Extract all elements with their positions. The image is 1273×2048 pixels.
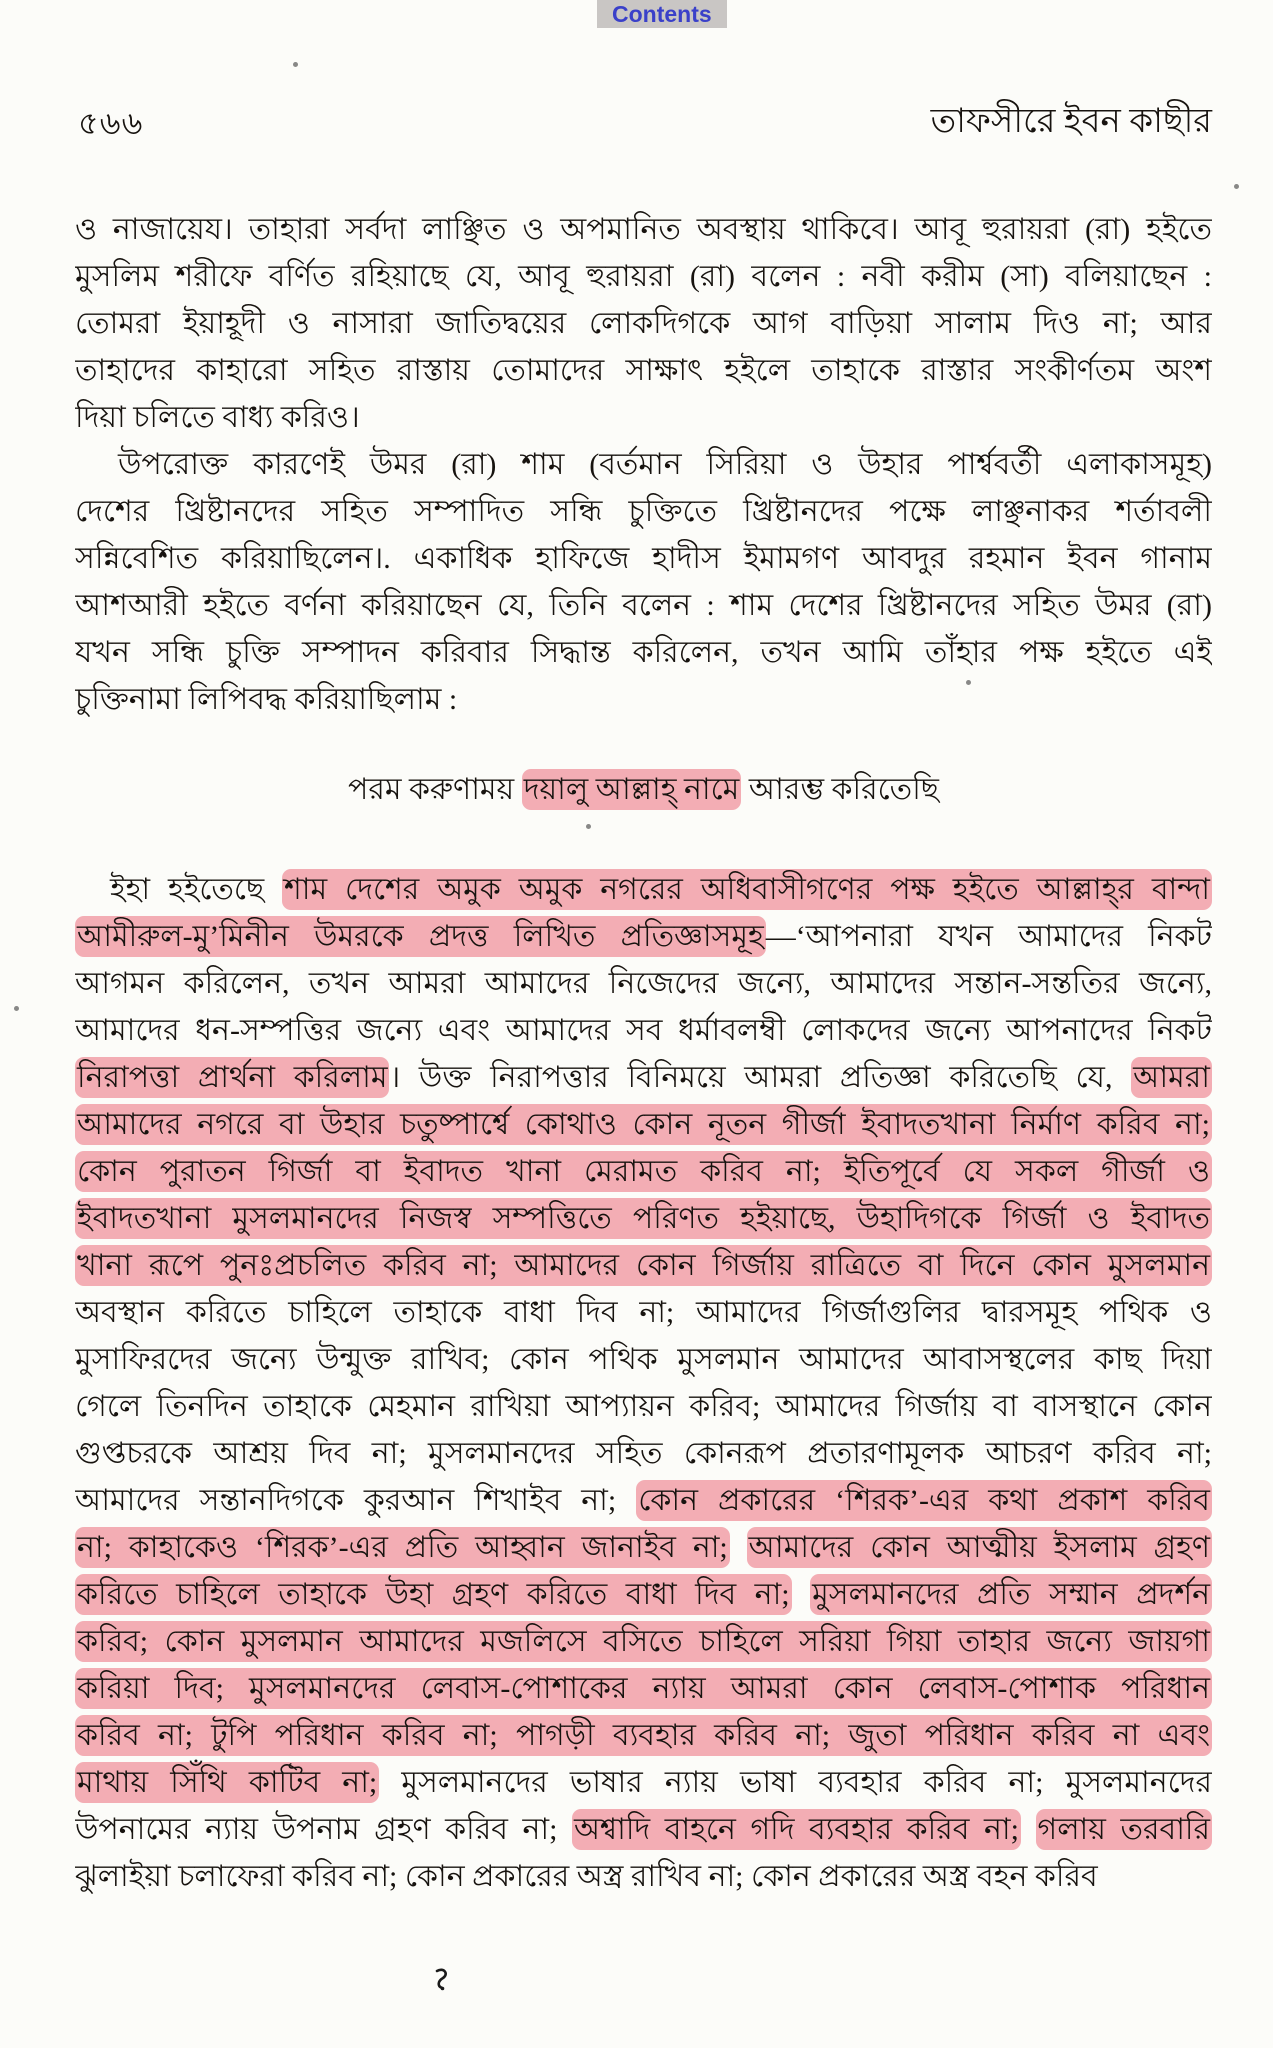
highlight-mark: কোন পুরাতন গির্জা বা ইবাদত খানা মেরামত করিব না; ইতিপূর্বে যে সকল গীর্জা ও: [75, 1151, 1212, 1192]
text-line: [75, 1289, 1212, 1336]
text-segment: ইহা হইতেছে: [110, 873, 283, 906]
highlight-mark: অশ্বাদি বাহনে গদি ব্যবহার করিব না;: [572, 1809, 1021, 1850]
text-line: [75, 629, 1212, 676]
highlight-mark: গলায় তরবারি: [1036, 1809, 1212, 1850]
text-segment: আরম্ভ করিতেছি: [741, 773, 939, 806]
text-line: [75, 1618, 1212, 1665]
contents-link[interactable]: Contents: [597, 0, 727, 28]
scan-speck: [293, 62, 298, 67]
scan-speck: [14, 1006, 19, 1011]
highlight-mark: আমীরুল-মু’মিনীন উমরকে প্রদত্ত লিখিত প্রতিজ্ঞাসমূহ: [75, 916, 766, 957]
book-title: তাফসীরে ইবন কাছীর: [930, 103, 1212, 140]
text-segment: আশআরী হইতে বর্ণনা করিয়াছেন যে, তিনি বলেন : শাম দেশের খ্রিষ্টানদের সহিত উমর (রা): [75, 589, 1212, 622]
highlight-mark: শাম দেশের অমুক অমুক নগরের অধিবাসীগণের পক্ষ হইতে আল্লাহ্‌র বান্দা: [282, 869, 1212, 910]
text-line: [75, 1007, 1212, 1054]
text-segment: ও নাজায়েয। তাহারা সর্বদা লাঞ্ছিত ও অপমানিত অবস্থায় থাকিবে। আবূ হুরায়রা (রা) হইতে: [75, 213, 1212, 246]
scan-speck: [586, 824, 591, 829]
page-number: ৫৬৬: [78, 105, 144, 141]
text-segment: আমাদের সন্তানদিগকে কুরআন শিখাইব না;: [75, 1484, 637, 1517]
text-line: [75, 1195, 1212, 1242]
text-segment: তোমরা ইয়াহূদী ও নাসারা জাতিদ্বয়ের লোকদিগকে আগ বাড়িয়া সালাম দিও না; আর: [75, 307, 1212, 340]
text-line: [75, 1571, 1212, 1618]
highlight-mark: ইবাদতখানা মুসলমানদের নিজস্ব সম্পত্তিতে পরিণত হইয়াছে, উহাদিগকে গির্জা ও ইবাদত: [75, 1198, 1212, 1239]
text-line: [75, 676, 1212, 723]
text-segment: মুসলিম শরীফে বর্ণিত রহিয়াছে যে, আবূ হুরায়রা (রা) বলেন : নবী করীম (সা) বলিয়াছেন :: [75, 260, 1212, 293]
text-segment: [730, 1531, 747, 1564]
highlight-mark: নিরাপত্তা প্রার্থনা করিলাম: [75, 1057, 389, 1098]
text-line: [75, 1242, 1212, 1289]
treaty-text-block: [75, 866, 1212, 1900]
text-segment: আমাদের ধন-সম্পত্তির জন্যে এবং আমাদের সব ধর্মাবলম্বী লোকদের জন্যে আপনাদের নিকট: [75, 1014, 1212, 1047]
text-segment: সন্নিবেশিত করিয়াছিলেন।. একাধিক হাফিজে হাদীস ইমামগণ আবদুর রহমান ইবন গানাম: [75, 542, 1212, 575]
text-segment: ঝুলাইয়া চলাফেরা করিব না; কোন প্রকারের অস্ত্র রাখিব না; কোন প্রকারের অস্ত্র বহন করিব: [75, 1860, 1098, 1893]
text-segment: মুসাফিরদের জন্যে উন্মুক্ত রাখিব; কোন পথিক মুসলমান আমাদের আবাসস্থলের কাছ দিয়া: [75, 1343, 1212, 1376]
text-segment: মুসলমানদের ভাষার ন্যায় ভাষা ব্যবহার করিব না; মুসলমানদের: [379, 1766, 1212, 1799]
ink-mark-ornament: [432, 1968, 452, 1992]
highlight-mark: মুসলমানদের প্রতি সম্মান প্রদর্শন: [810, 1574, 1212, 1615]
text-line: [75, 1383, 1212, 1430]
text-segment: পরম করুণাময়: [348, 773, 522, 806]
text-line: [75, 866, 1212, 913]
text-segment: [792, 1578, 811, 1611]
text-line: [75, 582, 1212, 629]
text-segment: গুপ্তচরকে আশ্রয় দিব না; মুসলমানদের সহিত কোনরূপ প্রতারণামূলক আচরণ করিব না;: [75, 1437, 1212, 1470]
text-line: [75, 441, 1212, 488]
highlight-mark: মাথায় সিঁথি কাটিব না;: [75, 1762, 379, 1803]
spacer: [75, 813, 1212, 866]
text-segment: —‘আপনারা যখন আমাদের নিকট: [765, 920, 1212, 953]
highlight-mark: খানা রূপে পুনঃপ্রচলিত করিব না; আমাদের কোন গির্জায় রাত্রিতে বা দিনে কোন মুসলমান: [75, 1245, 1212, 1286]
text-line: [75, 1524, 1212, 1571]
text-line: [75, 1148, 1212, 1195]
highlight-mark: কোন প্রকারের ‘শিরক’-এর কথা প্রকাশ করিব: [636, 1480, 1212, 1521]
highlight-mark: আমরা: [1131, 1057, 1212, 1098]
text-line: [75, 1477, 1212, 1524]
text-segment: যখন সন্ধি চুক্তি সম্পাদন করিবার সিদ্ধান্ত করিলেন, তখন আমি তাঁহার পক্ষ হইতে এই: [75, 636, 1212, 669]
text-line: [75, 1806, 1212, 1853]
paragraph-umar-treaty-intro: [75, 441, 1212, 723]
text-line: [75, 488, 1212, 535]
text-line: [75, 394, 1212, 441]
text-line: [75, 300, 1212, 347]
text-line: [75, 1853, 1212, 1900]
highlight-mark: করিতে চাহিলে তাহাকে উহা গ্রহণ করিতে বাধা দিব না;: [75, 1574, 792, 1615]
highlight-mark: আমাদের নগরে বা উহার চতুষ্পার্শ্বে কোথাও কোন নূতন গীর্জা ইবাদতখানা নির্মাণ করিব না;: [75, 1104, 1212, 1145]
text-segment: আগমন করিলেন, তখন আমরা আমাদের নিজেদের জন্যে, আমাদের সন্তান-সন্ততির জন্যে,: [75, 967, 1212, 1000]
text-line: [75, 347, 1212, 394]
text-segment: দিয়া চলিতে বাধ্য করিও।: [75, 401, 360, 434]
highlight-mark: আমাদের কোন আত্মীয় ইসলাম গ্রহণ: [747, 1527, 1212, 1568]
text-line: [75, 1759, 1212, 1806]
text-line: [75, 1336, 1212, 1383]
text-segment: চুক্তিনামা লিপিবদ্ধ করিয়াছিলাম :: [75, 683, 458, 716]
spacer: [75, 723, 1212, 766]
highlight-mark: করিব না; টুপি পরিধান করিব না; পাগড়ী ব্যবহার করিব না; জুতা পরিধান করিব না এবং: [75, 1715, 1212, 1756]
text-line: [75, 206, 1212, 253]
text-segment: দেশের খ্রিষ্টানদের সহিত সম্পাদিত সন্ধি চুক্তিতে খ্রিষ্টানদের পক্ষে লাঞ্ছনাকর শর্তাবলী: [75, 495, 1212, 528]
highlight-mark: না; কাহাকেও ‘শিরক’-এর প্রতি আহ্বান জানাইব না;: [75, 1527, 730, 1568]
text-line: [75, 1101, 1212, 1148]
text-segment: উপনামের ন্যায় উপনাম গ্রহণ করিব না;: [75, 1813, 573, 1846]
text-segment: তাহাদের কাহারো সহিত রাস্তায় তোমাদের সাক্ষাৎ হইলে তাহাকে রাস্তার সংকীর্ণতম অংশ: [75, 354, 1212, 387]
text-line: [75, 535, 1212, 582]
basmala-heading: [75, 766, 1212, 813]
text-segment: গেলে তিনদিন তাহাকে মেহমান রাখিয়া আপ্যায়ন করিব; আমাদের গির্জায় বা বাসস্থানে কোন: [75, 1390, 1212, 1423]
page-header: [78, 104, 1212, 152]
text-segment: উপরোক্ত কারণেই উমর (রা) শাম (বর্তমান সিরিয়া ও উহার পার্শ্ববর্তী এলাকাসমূহ): [118, 448, 1212, 481]
highlight-mark: দয়ালু আল্লাহ্ নামে: [522, 769, 742, 810]
text-line: [75, 253, 1212, 300]
scan-speck: [1234, 184, 1239, 189]
text-line: [75, 1712, 1212, 1759]
paragraph-hadith: [75, 206, 1212, 441]
text-segment: অবস্থান করিতে চাহিলে তাহাকে বাধা দিব না; আমাদের গির্জাগুলির দ্বারসমূহ পথিক ও: [75, 1296, 1212, 1329]
text-line: [75, 1054, 1212, 1101]
body-text-column: [75, 206, 1212, 1900]
highlight-mark: করিব; কোন মুসলমান আমাদের মজলিসে বসিতে চাহিলে সরিয়া গিয়া তাহার জন্যে জায়গা: [75, 1621, 1212, 1662]
text-line: [75, 960, 1212, 1007]
text-line: [75, 913, 1212, 960]
text-line: [75, 1430, 1212, 1477]
text-segment: [1021, 1813, 1036, 1846]
highlight-mark: করিয়া দিব; মুসলমানদের লেবাস-পোশাকের ন্যায় আমরা কোন লেবাস-পোশাক পরিধান: [75, 1668, 1212, 1709]
text-segment: । উক্ত নিরাপত্তার বিনিময়ে আমরা প্রতিজ্ঞা করিতেছি যে,: [389, 1061, 1132, 1094]
text-line: [75, 1665, 1212, 1712]
scan-speck: [966, 680, 971, 685]
